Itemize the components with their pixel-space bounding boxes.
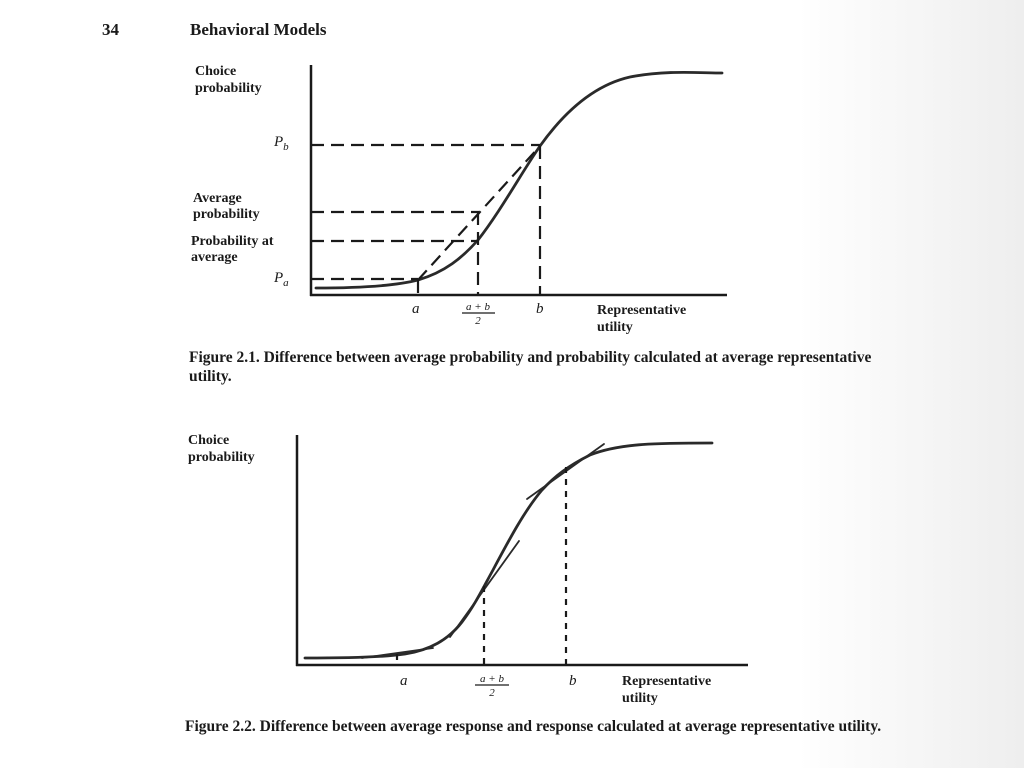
fig2-logistic-curve: [305, 443, 712, 658]
fig2-x-axis-title-line1: Representative: [622, 674, 712, 689]
fig2-tick-midpoint-denominator: 2: [489, 687, 495, 699]
fig1-average-probability-label-line1: Average: [193, 191, 242, 206]
fig1-pb-label: $P_b$: [274, 134, 289, 153]
fig1-pa-label: $P_a$: [274, 270, 289, 289]
fig1-probability-at-average-label-line2: average: [191, 250, 238, 265]
fig1-y-axis-title-line1: Choice: [195, 64, 237, 79]
fig1-tick-midpoint-denominator: 2: [475, 315, 481, 327]
fig1-average-probability-label-line2: probability: [193, 207, 260, 222]
fig2-x-axis-title-line2: utility: [622, 691, 658, 706]
fig1-logistic-curve: [316, 72, 722, 288]
fig2-tick-midpoint-numerator: a + b: [480, 673, 504, 685]
running-title: Behavioral Models: [190, 20, 327, 39]
fig2-y-axis-title-line2: probability: [188, 450, 255, 465]
fig1-y-axis-title-line2: probability: [195, 81, 262, 96]
figure-2-2-caption: Figure 2.2. Difference between average response and response calculated at average representative utility.: [185, 718, 882, 735]
fig1-tick-a: a: [412, 301, 420, 317]
fig1-tick-b: b: [536, 301, 544, 317]
fig2-y-axis-title-line1: Choice: [188, 433, 230, 448]
fig2-tick-b: b: [569, 673, 577, 689]
fig2-tick-a: a: [400, 673, 408, 689]
page-number: 34: [102, 20, 119, 39]
figure-2-1-caption: Figure 2.1. Difference between average probability and probability calculated at average representative utility.: [189, 349, 872, 385]
figure-2-1: [191, 64, 727, 335]
figure-2-2: [188, 433, 748, 706]
fig1-x-axis-title-line1: Representative: [597, 303, 687, 318]
fig1-tick-midpoint-numerator: a + b: [466, 301, 490, 313]
fig1-probability-at-average-label-line1: Probability at: [191, 234, 274, 249]
fig1-x-axis-title-line2: utility: [597, 320, 633, 335]
